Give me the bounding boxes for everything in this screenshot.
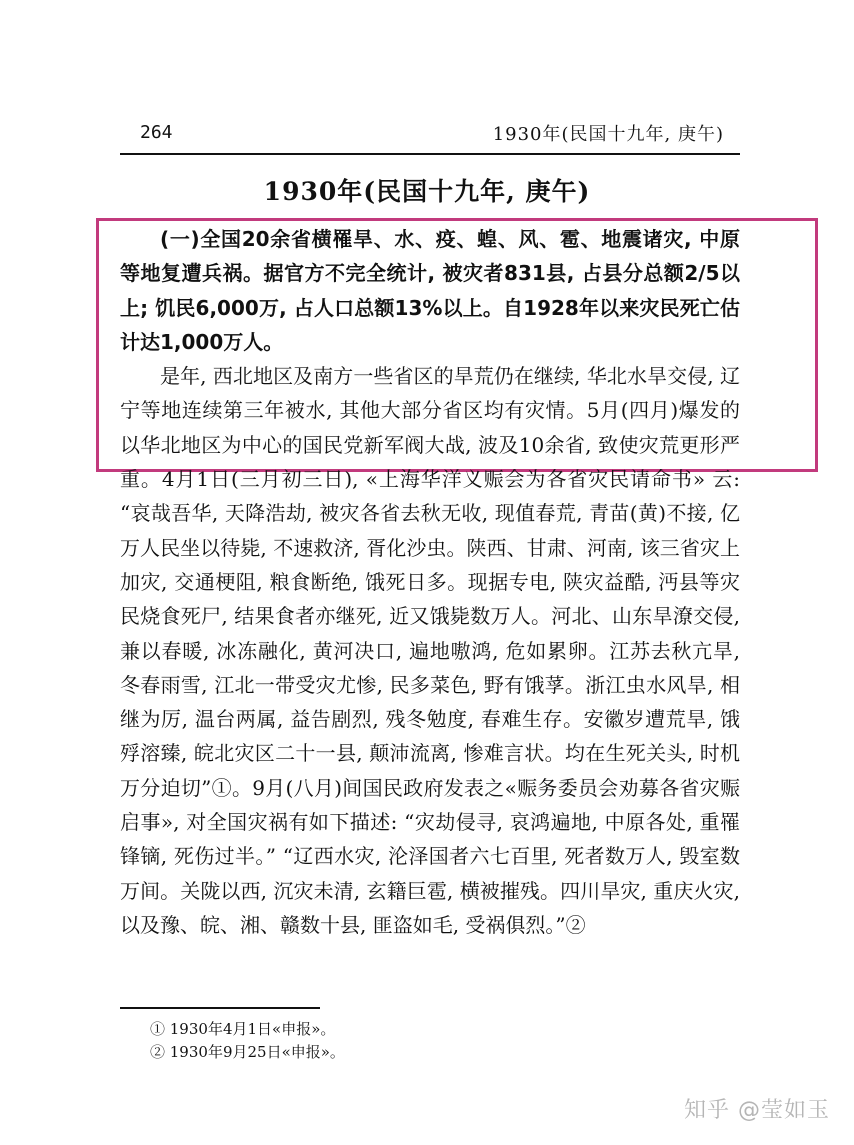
- watermark: 知乎 @莹如玉: [684, 1098, 830, 1123]
- body-text: [120, 222, 740, 942]
- footnote-rule: [120, 1007, 320, 1009]
- running-head: 1930年(民国十九年, 庚午): [492, 124, 724, 145]
- footnotes: [150, 1018, 345, 1064]
- page-number: 264: [140, 122, 173, 143]
- detail-paragraph: 是年, 西北地区及南方一些省区的旱荒仍在继续, 华北水旱交侵, 辽宁等地连续第三年被水, 其他大部分省区均有灾情。5月(四月)爆发的以华北地区为中心的国民党新军阀大战, 波及10余省, 致使灾荒更形严重。4月1日(三月初三日), «上海华洋义赈会为各省灾民请命书» 云: “哀哉吾华, 天降浩劫, 被灾各省去秋无收, 现值春荒, 青苗(黄)不接, 亿万人民坐以待毙, 不速救济, 胥化沙虫。陕西、甘肃、河南, 该三省灾上加灾, 交通梗阻, 粮食断绝, 饿死日多。现据专电, 陕灾益酷, 沔县等灾民烧食死尸, 结果食者亦继死, 近又饿毙数万人。河北、山东旱潦交侵, 兼以春暖, 冰冻融化, 黄河决口, 遍地嗷鸿, 危如累卵。江苏去秋亢旱, 冬春雨雪, 江北一带受灾尤惨, 民多菜色, 野有饿莩。浙江虫水风旱, 相继为厉, 温台两属, 益告剧烈, 残冬勉度, 春难生存。安徽岁遭荒旱, 饿殍溶臻, 皖北灾区二十一县, 颠沛流离, 惨难言状。均在生死关头, 时机万分迫切”①。9月(八月)间国民政府发表之«赈务委员会劝募各省灾赈启事», 对全国灾祸有如下描述: “灾劫侵寻, 哀鸿遍地, 中原各处, 重罹锋镝, 死伤过半。” “辽西水灾, 沦泽国者六七百里, 死者数万人, 毁室数万间。关陇以西, 沉灾未清, 玄籍巨雹, 横被摧残。四川旱灾, 重庆火灾, 以及豫、皖、湘、赣数十县, 匪盗如毛, 受祸俱烈。”②: [120, 364, 740, 937]
- footnote-2: ② 1930年9月25日«申报»。: [150, 1043, 345, 1061]
- summary-paragraph: (一)全国20余省横罹旱、水、疫、蝗、风、雹、地震诸灾, 中原等地复遭兵祸。据官方不完全统计, 被灾者831县, 占县分总额2/5以上; 饥民6,000万, 占人口总额13%以上。自1928年以来灾民死亡估计达1,000万人。: [120, 227, 740, 354]
- footnote-1: ① 1930年4月1日«申报»。: [150, 1020, 336, 1038]
- header-rule: [120, 153, 740, 155]
- chapter-title: 1930年(民国十九年, 庚午): [263, 177, 591, 206]
